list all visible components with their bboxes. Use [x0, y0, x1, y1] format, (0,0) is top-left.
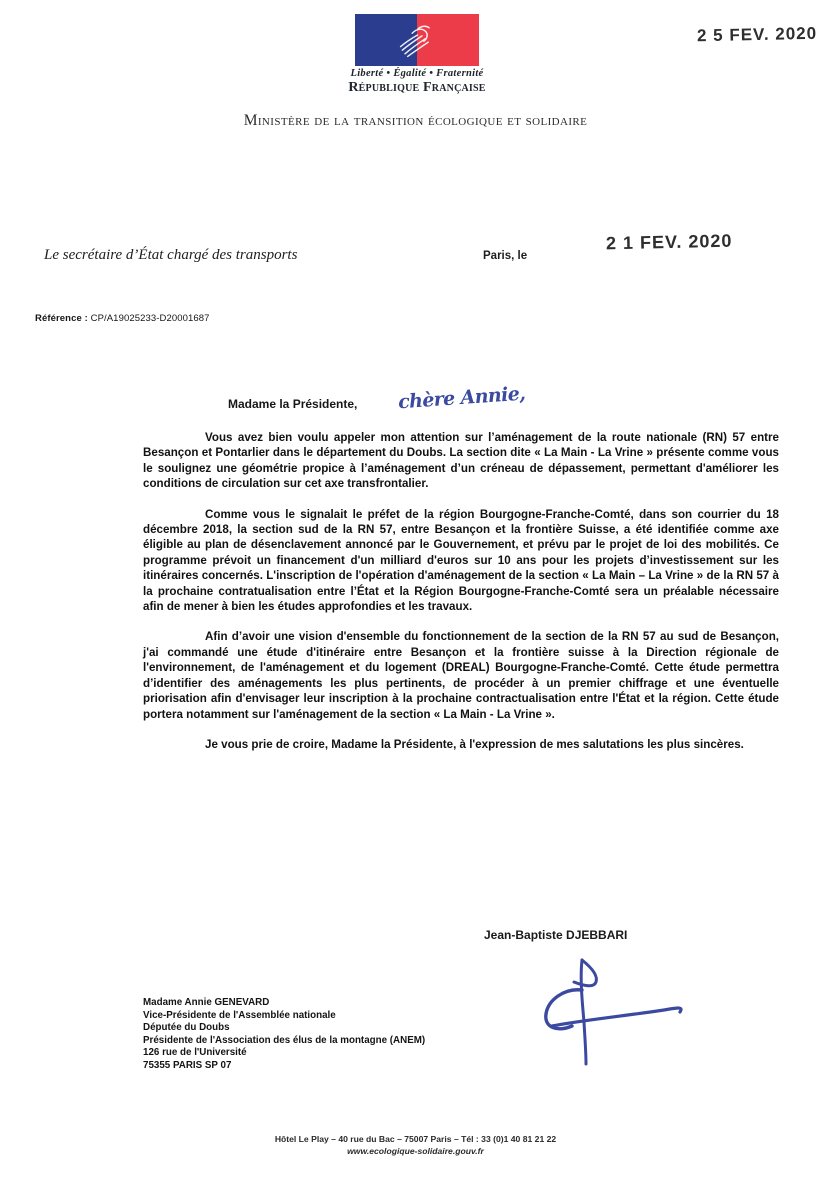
recipient-line: Députée du Doubs [143, 1022, 230, 1034]
body-paragraph: Afin d’avoir une vision d'ensemble du fonctionnement de la section de la RN 57 au sud de Besançon, j'ai commandé une étude d'itinéraire entre Besançon et la frontière suisse à la Direction régionale de l'environnement, de l'aménagement et du logement (DREAL) Bourgogne-Franche-Comté. Cette étude permettra d’identifier des aménagements les plus pertinents, de procéder à un premier chiffrage et une éventuelle priorisation afin d'envisager leur inscription à la prochaine contractualisation entre l'État et la région. Cette étude portera notamment sur l'aménagement de la section « La Main - La Vrine ». [143, 630, 779, 721]
republique-francaise-text: République Française [348, 80, 486, 95]
salutation-handwritten: chère Annie, [397, 382, 526, 414]
signer-name: Jean-Baptiste DJEBBARI [484, 928, 628, 942]
sender-function: Le secrétaire d’État chargé des transports [44, 247, 298, 263]
body-paragraph: Vous avez bien voulu appeler mon attention sur l’aménagement de la route nationale (RN) 57 entre Besançon et Pontarlier dans le département du Doubs. La section dite « La Main - La Vrine » présente comme vous le soulignez une géométrie propice à l’aménagement d’un créneau de dépassement, permettant d'améliorer les conditions de circulation sur cet axe transfrontalier. [143, 431, 779, 491]
footer-website: www.ecologique-solidaire.gouv.fr [347, 1146, 484, 1156]
reference-value: CP/A19025233-D20001687 [90, 313, 210, 324]
reference-line [35, 313, 210, 324]
french-flag-icon [355, 14, 479, 66]
marianne-icon [372, 18, 461, 63]
ministry-title: Ministère de la transition écologique et solidaire [243, 112, 588, 129]
recipient-line: Vice-Présidente de l'Assemblée nationale [143, 1009, 336, 1021]
recipient-line: 75355 PARIS SP 07 [143, 1059, 232, 1071]
footer-address: Hôtel Le Play – 40 rue du Bac – 75007 Paris – Tél : 33 (0)1 40 81 21 22 [274, 1134, 557, 1144]
reference-label: Référence : [35, 313, 88, 324]
recipient-line: Présidente de l'Association des élus de la montagne (ANEM) [143, 1034, 426, 1046]
republic-emblem [347, 14, 487, 96]
recipient-line: 126 rue de l'Université [143, 1047, 247, 1059]
handwritten-signature-icon [524, 948, 724, 1068]
received-date-stamp: 2 5 FEV. 2020 [696, 23, 818, 46]
body-paragraph: Je vous prie de croire, Madame la Présidente, à l'expression de mes salutations les plus sincères. [205, 737, 744, 751]
salutation-printed: Madame la Présidente, [228, 397, 358, 411]
recipient-address [143, 997, 425, 1073]
letter-body [143, 430, 779, 752]
recipient-line: Madame Annie GENEVARD [143, 997, 270, 1008]
place-date-label: Paris, le [483, 250, 528, 262]
body-paragraph: Comme vous le signalait le préfet de la région Bourgogne-Franche-Comté, dans son courrier du 18 décembre 2018, la section sud de la RN 57, entre Besançon et la frontière Suisse, a été identifiée comme axe éligible au plan de désenclavement annoncé par le Gouvernement, et prévu par le projet de loi des mobilités. Ce programme prévoit un financement d'un milliard d'euros sur 10 ans pour les projets d’investissement sur les itinéraires concernés. L'inscription de l'opération d'aménagement de la section « La Main – La Vrine » de la RN 57 à la prochaine contratualisation entre l’État et la Région Bourgogne-Franche-Comté sera un préalable nécessaire afin de mener à bien les études approfondies et les travaux. [143, 507, 779, 614]
devise-text: Liberté • Égalité • Fraternité [350, 68, 484, 79]
letter-date-stamp: 2 1 FEV. 2020 [605, 230, 733, 254]
page-footer [0, 1133, 831, 1157]
